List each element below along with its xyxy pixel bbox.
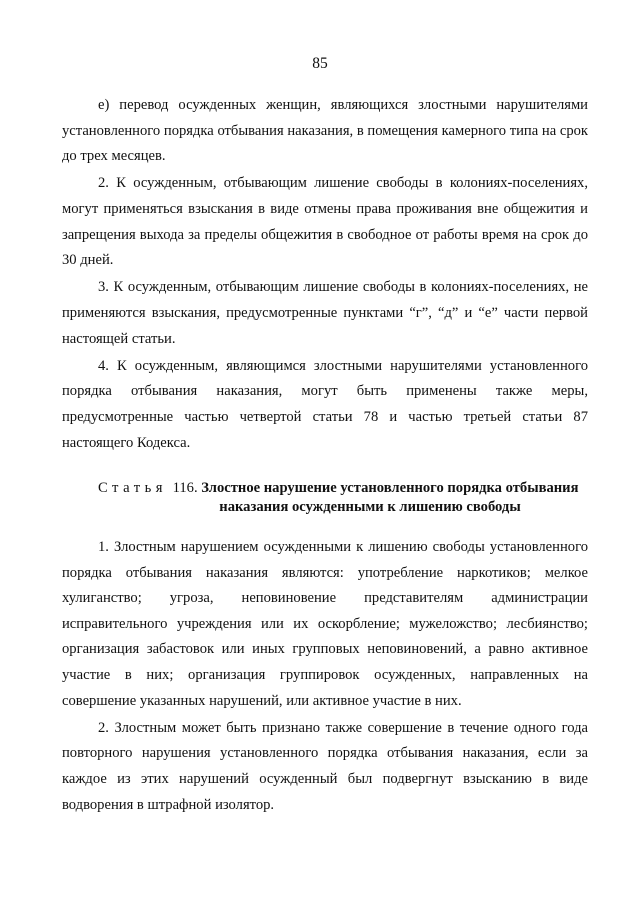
document-body — [62, 93, 588, 820]
article-paragraph-2: 2. Злостным может быть признано также совершение в течение одного года повторного нарушения установленного порядка отбывания наказания, если за каждое из этих нарушений осужденный был подвергнут взысканию в виде водворения в штрафной изолятор. — [62, 719, 588, 813]
article-title-line-1: Злостное нарушение установленного порядка отбывания — [201, 480, 579, 497]
paragraph-part-3: 3. К осужденным, отбывающим лишение свободы в колониях-поселениях, не применяются взыскания, предусмотренные пунктами “г”, “д” и “е” части первой настоящей статьи. — [62, 279, 588, 347]
article-paragraph-1: 1. Злостным нарушением осужденными к лишению свободы установленного порядка отбывания наказания являются: употребление наркотиков; мелкое хулиганство; угроза, неповиновение представителям администрации исправительного учреждения или их оскорбление; мужеложство; лесбиянство; организация забастовок или иных групповых неповиновений, а равно активное участие в них; организация группировок осужденных, направленных на совершение указанных нарушений, или активное участие в них. — [62, 539, 588, 709]
article-label: Статья — [98, 480, 167, 497]
article-number: 116. — [172, 480, 198, 497]
article-heading-line-1 — [62, 479, 588, 498]
page-number: 85 — [312, 55, 328, 72]
paragraph-part-2: 2. К осужденным, отбывающим лишение свободы в колониях-поселениях, могут применяться взыскания в виде отмены права проживания вне общежития и запрещения выхода за пределы общежития в свободное от работы время на срок до 30 дней. — [62, 175, 588, 269]
article-heading — [62, 479, 588, 517]
article-title-line-2: наказания осужденными к лишению свободы — [219, 499, 521, 516]
paragraph-clause-e: е) перевод осужденных женщин, являющихся злостными нарушителями установленного порядка отбывания наказания, в помещения камерного типа на срок до трех месяцев. — [62, 97, 588, 165]
paragraph-part-4: 4. К осужденным, являющимся злостными нарушителями установленного порядка отбывания наказания, могут быть применены также меры, предусмотренные частью четвертой статьи 78 и частью третьей статьи 87 настоящего Кодекса. — [62, 357, 588, 451]
